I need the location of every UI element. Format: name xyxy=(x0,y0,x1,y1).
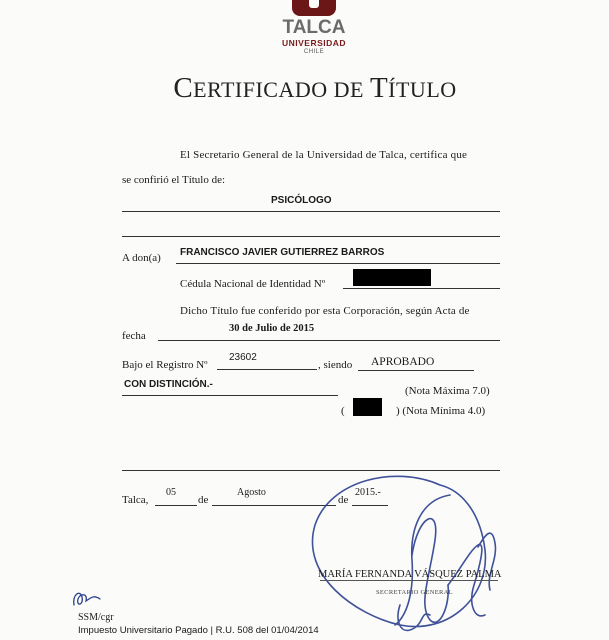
handwritten-signature xyxy=(300,455,530,640)
min-grade-open: ( xyxy=(341,405,345,417)
blank-line xyxy=(122,236,500,237)
act-date: 30 de Julio de 2015 xyxy=(229,323,315,334)
registry-number: 23602 xyxy=(229,352,257,363)
distinction: CON DISTINCIÓN.- xyxy=(124,379,213,390)
registry-underline xyxy=(217,369,317,370)
recipient-name: FRANCISCO JAVIER GUTIERREZ BARROS xyxy=(180,247,385,258)
id-label: Cédula Nacional de Identidad Nº xyxy=(180,278,326,290)
min-grade: ) (Nota Mínima 4.0) xyxy=(396,405,486,417)
document-title: CERTIFICADO DE TÍTULO xyxy=(173,72,457,104)
signature-line xyxy=(320,580,498,581)
initials: SSM/cgr xyxy=(78,612,114,623)
being-label: , siendo xyxy=(318,359,353,371)
result-underline xyxy=(358,370,474,371)
registry-label: Bajo el Registro Nº xyxy=(122,359,208,371)
degree-underline xyxy=(122,211,500,212)
degree-name: PSICÓLOGO xyxy=(271,195,332,206)
date-label: fecha xyxy=(122,330,146,342)
signer-name: MARÍA FERNANDA VÁSQUEZ PALMA xyxy=(318,569,502,580)
act-date-underline xyxy=(158,340,500,341)
max-grade: (Nota Máxima 7.0) xyxy=(405,385,490,397)
de-1: de xyxy=(198,494,209,506)
grade-redaction xyxy=(353,398,382,416)
day-underline xyxy=(155,505,197,506)
logo-name: TALCA xyxy=(282,17,346,38)
recipient-underline xyxy=(176,263,500,264)
intro-line-1: El Secretario General de la Universidad de Talca, certifica que xyxy=(180,149,468,161)
recipient-label: A don(a) xyxy=(122,252,161,264)
month: Agosto xyxy=(237,487,266,498)
id-underline xyxy=(343,288,500,289)
id-redaction xyxy=(353,269,431,286)
initials-scribble xyxy=(70,585,104,611)
result: APROBADO xyxy=(371,356,435,368)
year: 2015.- xyxy=(355,487,381,498)
conferred-line-1: Dicho Título fue conferido por esta Corporación, según Acta de xyxy=(180,305,470,317)
logo-country: CHILE xyxy=(303,49,325,55)
university-logo-icon xyxy=(292,0,336,16)
intro-line-2: se confirió el Título de: xyxy=(122,174,226,186)
day: 05 xyxy=(166,487,176,498)
place: Talca, xyxy=(122,494,149,506)
tax-note: Impuesto Universitario Pagado | R.U. 508 del 01/04/2014 xyxy=(78,625,319,636)
signer-title: SECRETARIO GENERAL xyxy=(376,589,453,596)
logo-subtitle: UNIVERSIDAD xyxy=(281,38,347,48)
distinction-underline xyxy=(122,395,338,396)
de-2: de xyxy=(338,494,349,506)
